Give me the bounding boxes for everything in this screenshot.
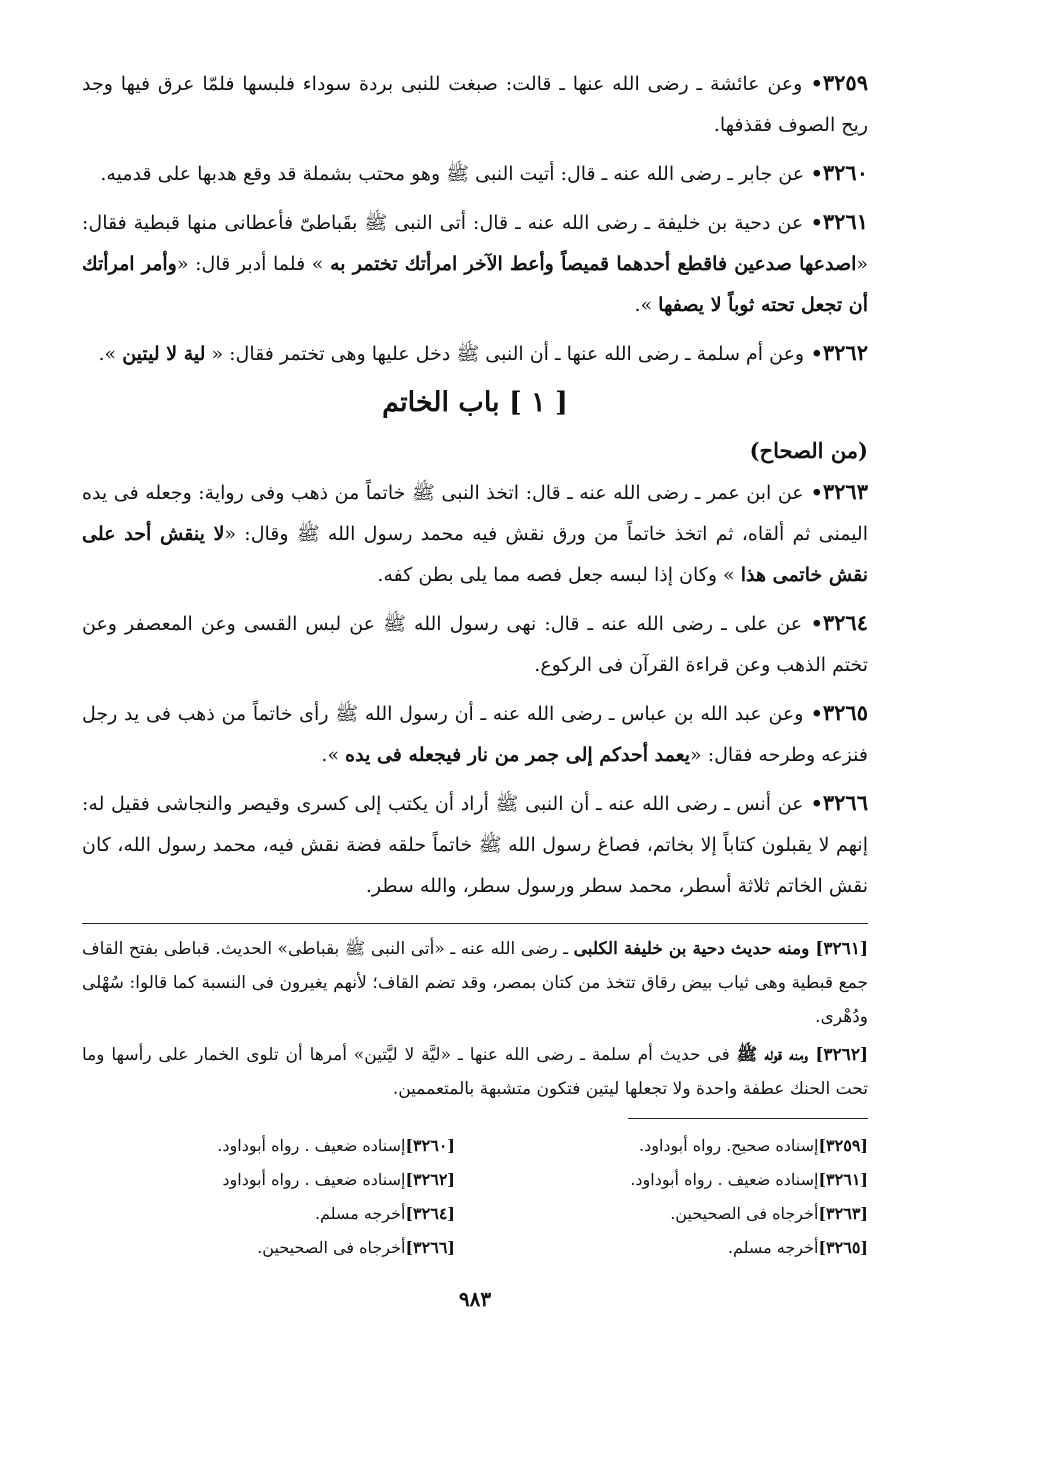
note-heading: [٣٢٦٢] ومنه قوله ﷺ — [736, 1045, 868, 1065]
reference-item — [535, 1129, 868, 1163]
hadith-marker: • — [803, 793, 823, 815]
reference-number: [٣٢٦٢] — [405, 1170, 455, 1189]
commentary-note — [82, 1038, 868, 1106]
page-number: ٩٨٣ — [458, 1287, 492, 1311]
reference-item — [535, 1197, 868, 1231]
hadith-paragraph — [82, 602, 868, 686]
references-list — [82, 1129, 868, 1265]
hadith-number: ٣٢٦٦ — [822, 790, 868, 815]
section-title: (من الصحاح) — [749, 438, 868, 463]
reference-number: [٣٢٦٣] — [818, 1204, 868, 1223]
hadith-marker: • — [803, 703, 823, 725]
chapter-title: [ ١ ] باب الخاتم — [382, 387, 568, 418]
note-heading: [٣٢٦١] ومنه حديث دحية بن خليفة الكلبى — [573, 939, 868, 959]
reference-item — [122, 1197, 455, 1231]
hadith-text: عن أنس ـ رضى الله عنه ـ أن النبى ﷺ أراد أن يكتب إلى كسرى وقيصر والنجاشى فقيل له: إنهم لا يقبلون كتاباً إلا بخاتم، فصاغ رسول الله ﷺ خاتماً حلقه فضة نقش فيه، محمد رسول الله، كان نقش الخاتم ثلاثة أسطر، محمد سطر ورسول سطر، والله سطر. — [82, 793, 868, 897]
reference-number: [٣٢٦١] — [818, 1170, 868, 1189]
reference-item — [535, 1163, 868, 1197]
hadith-paragraph — [82, 692, 868, 776]
prophetic-quote: وأمر امرأتك أن تجعل تحته ثوباً لا يصفها — [82, 253, 868, 316]
reference-number: [٣٢٦٦] — [405, 1238, 455, 1257]
hadith-text: » وكان إذا لبسه جعل فصه مما يلى بطن كفه. — [377, 564, 741, 586]
reference-number: [٣٢٦٠] — [405, 1136, 455, 1155]
hadith-marker: • — [804, 163, 823, 185]
reference-text: أخرجه مسلم. — [314, 1204, 406, 1223]
reference-number: [٣٢٥٩] — [818, 1136, 868, 1155]
reference-item — [122, 1129, 455, 1163]
reference-number: [٣٢٦٤] — [405, 1204, 455, 1223]
reference-text: أخرجاه فى الصحيحين. — [257, 1238, 406, 1257]
hadith-list — [82, 62, 868, 375]
hadith-paragraph — [82, 782, 868, 907]
references-divider — [628, 1118, 868, 1119]
hadith-text: عن جابر ـ رضى الله عنه ـ قال: أتيت النبى ﷺ وهو محتب بشملة قد وقع هدبها على قدميه. — [100, 163, 805, 185]
hadith-number: ٣٢٦١ — [822, 209, 869, 234]
hadith-paragraph — [82, 201, 868, 326]
hadith-text: » فلما أدبر قال: « — [176, 253, 331, 275]
hadith-text: ». — [634, 294, 659, 316]
hadith-list — [82, 471, 868, 907]
reference-item — [122, 1163, 455, 1197]
hadith-number: ٣٢٦٣ — [822, 479, 868, 504]
hadith-number: ٣٢٥٩ — [822, 70, 868, 95]
hadith-marker: • — [803, 482, 823, 504]
hadith-text: وعن عائشة ـ رضى الله عنها ـ قالت: صبغت للنبى بردة سوداء فلبسها فلمّا عرق فيها وجد ريح الصوف فقذفها. — [82, 73, 868, 136]
hadith-marker: • — [802, 73, 823, 95]
hadith-text: عن ابن عمر ـ رضى الله عنه ـ قال: اتخذ النبى ﷺ خاتماً من ذهب وفى رواية: وجعله فى يده اليمنى ثم ألقاه، ثم اتخذ خاتماً من ورق نقش فيه محمد رسول الله ﷺ وقال: « — [82, 482, 868, 545]
reference-text: إسناده ضعيف . رواه أبوداود. — [630, 1170, 819, 1189]
reference-text: إسناده صحيح. رواه أبوداود. — [639, 1136, 819, 1155]
reference-item — [535, 1231, 868, 1265]
hadith-text: عن دحية بن خليفة ـ رضى الله عنه ـ قال: أتى النبى ﷺ بقَباطىّ فأعطانى منها قبطية فقال: « — [82, 212, 868, 275]
hadith-marker: • — [803, 212, 823, 234]
hadith-number: ٣٢٦٥ — [822, 700, 868, 725]
page-body — [82, 62, 868, 1311]
hadith-number: ٣٢٦٢ — [822, 340, 868, 365]
hadith-marker: • — [802, 613, 823, 635]
commentary-note — [82, 932, 868, 1034]
hadith-text: وعن عبد الله بن عباس ـ رضى الله عنه ـ أن رسول الله ﷺ رأى خاتماً من ذهب فى يد رجل فنزعه وطرحه فقال: « — [82, 703, 868, 766]
reference-number: [٣٢٦٥] — [818, 1238, 868, 1257]
reference-item — [122, 1231, 455, 1265]
hadith-paragraph — [82, 471, 868, 596]
hadith-text: ». — [321, 744, 346, 766]
prophetic-quote: يعمد أحدكم إلى جمر من نار فيجعله فى يده — [345, 744, 691, 766]
hadith-number: ٣٢٦٤ — [822, 610, 868, 635]
hadith-paragraph — [82, 62, 868, 146]
reference-text: إسناده ضعيف . رواه أبوداود. — [217, 1136, 406, 1155]
hadith-text: ». — [98, 343, 123, 365]
hadith-text: عن على ـ رضى الله عنه ـ قال: نهى رسول الله ﷺ عن لبس القسى وعن المعصفر وعن تختم الذهب وعن قراءة القرآن فى الركوع. — [82, 613, 868, 676]
hadith-text: وعن أم سلمة ـ رضى الله عنها ـ أن النبى ﷺ دخل عليها وهى تختمر فقال: « — [205, 343, 805, 365]
note-text: فى حديث أم سلمة ـ رضى الله عنها ـ «ليَّة لا ليَّتين» أمرها أن تلوى الخمار على رأسها وما تحت الحنك عطفة واحدة ولا تجعلها ليتين فتكون متشبهة بالمتعممين. — [82, 1045, 868, 1099]
hadith-marker: • — [804, 343, 823, 365]
commentary-notes — [82, 932, 868, 1106]
reference-text: أخرجه مسلم. — [727, 1238, 819, 1257]
hadith-number: ٣٢٦٠ — [822, 160, 868, 185]
prophetic-quote: اصدعها صدعين فاقطع أحدهما قميصاً وأعط الآخر امرأتك تختمر به — [330, 253, 857, 275]
prophetic-quote: لية لا ليتين — [122, 343, 206, 365]
note-text: ـ رضى الله عنه ـ «أتى النبى ﷺ بقباطى» الحديث. قباطى بفتح القاف جمع قبطية وهى ثياب بيض رقاق تتخذ من كتان بمصر، وقد تضم القاف؛ لأنهم يغيرون فى النسبة كما قالوا: سُهْلى ودُهْرى. — [82, 939, 868, 1027]
footnote-divider — [82, 923, 868, 924]
prophetic-quote: لا ينقش أحد على نقش خاتمى هذا — [82, 523, 868, 586]
hadith-paragraph — [82, 152, 868, 195]
reference-text: إسناده ضعيف . رواه أبوداود — [222, 1170, 406, 1189]
hadith-paragraph — [82, 332, 868, 375]
reference-text: أخرجاه فى الصحيحين. — [670, 1204, 819, 1223]
